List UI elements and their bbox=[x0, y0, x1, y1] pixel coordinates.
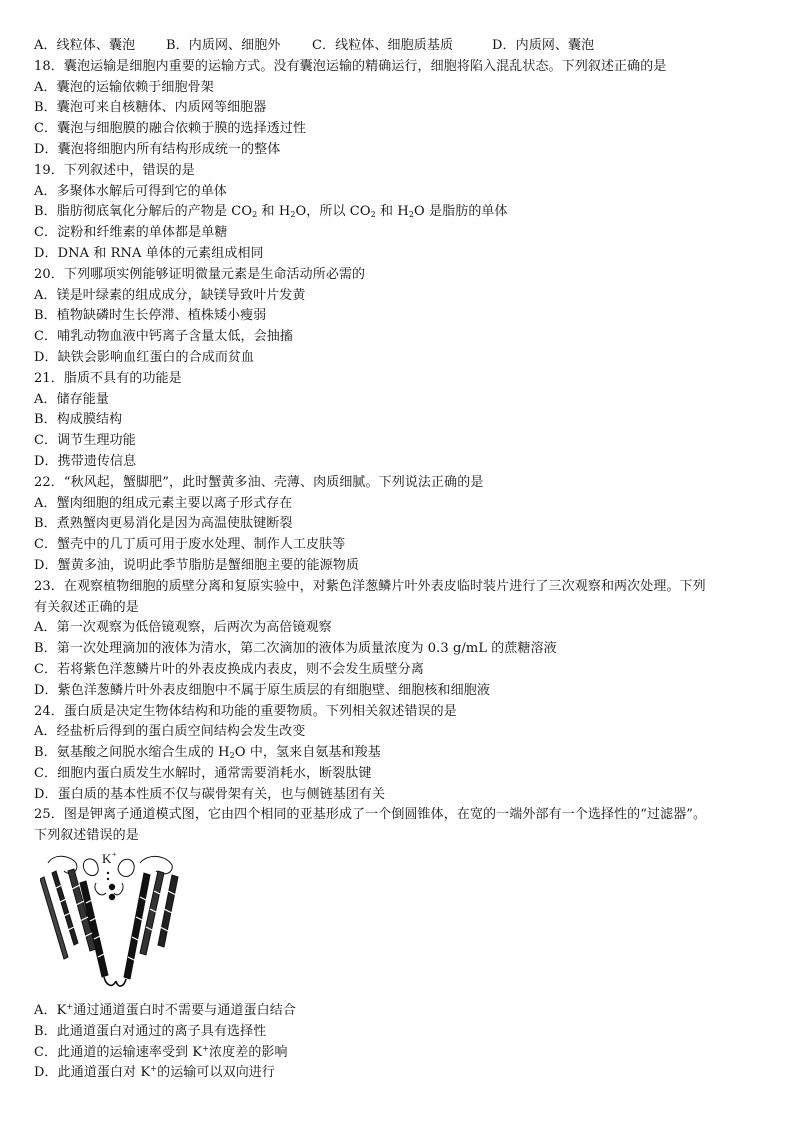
exam-page bbox=[34, 36, 774, 1084]
q20-stem: 20．下列哪项实例能够证明微量元素是生命活动所必需的 bbox=[34, 266, 366, 282]
q25a-text-2: 通过通道蛋白时不需要与通道蛋白结合 bbox=[73, 1003, 296, 1019]
q22-option-a: A．蟹肉细胞的组成元素主要以离子形式存在 bbox=[34, 495, 293, 511]
q19-option-d: D．DNA 和 RNA 单体的元素组成相同 bbox=[34, 245, 264, 261]
q17-option-a: A．线粒体、囊泡 bbox=[34, 38, 136, 53]
q23-option-a: A．第一次观察为低倍镜观察，后两次为高倍镜观察 bbox=[34, 620, 332, 636]
helices-right bbox=[124, 871, 178, 979]
q24-stem: 24．蛋白质是决定生物体结构和功能的重要物质。下列相关叙述错误的是 bbox=[34, 703, 457, 719]
q24-option-c: C．细胞内蛋白质发生水解时，通常需要消耗水，断裂肽键 bbox=[34, 765, 372, 781]
q17-option-d: D．内质网、囊泡 bbox=[492, 38, 595, 53]
q24b-text-1: B．氨基酸之间脱水缩合生成的 H bbox=[34, 745, 230, 761]
q24b-sub: 2 bbox=[229, 751, 235, 761]
q19b-sub-1: 2 bbox=[252, 210, 258, 220]
q19b-text-3: O，所以 CO bbox=[295, 204, 371, 220]
q25a-sup: + bbox=[66, 1002, 74, 1012]
q19-option-a: A．多聚体水解后可得到它的单体 bbox=[34, 183, 227, 199]
helices-left bbox=[40, 869, 108, 977]
q19b-text-2: 和 H bbox=[257, 204, 291, 220]
q25c-text-2: 浓度差的影响 bbox=[209, 1044, 288, 1060]
q17-option-b: B．内质网、细胞外 bbox=[166, 38, 281, 53]
q22-stem: 22．“秋风起，蟹脚肥”，此时蟹黄多油、壳薄、肉质细腻。下列说法正确的是 bbox=[34, 474, 484, 490]
q25d-sup: + bbox=[150, 1064, 158, 1074]
q25-stem-line-2: 下列叙述错误的是 bbox=[34, 828, 139, 844]
q21-option-b: B．构成膜结构 bbox=[34, 412, 123, 428]
q25-option-b: B．此通道蛋白对通过的离子具有选择性 bbox=[34, 1023, 267, 1039]
q22-option-d: D．蟹黄多油，说明此季节脂肪是蟹细胞主要的能源物质 bbox=[34, 557, 359, 573]
q21-option-d: D．携带遗传信息 bbox=[34, 453, 137, 469]
q18-option-b: B．囊泡可来自核糖体、内质网等细胞器 bbox=[34, 100, 267, 116]
q17-options bbox=[34, 36, 774, 57]
helix-tails bbox=[104, 977, 126, 986]
q24-option-d: D．蛋白质的基本性质不仅与碳骨架有关，也与侧链基团有关 bbox=[34, 786, 386, 802]
q20-option-c: C．哺乳动物血液中钙离子含量太低，会抽搐 bbox=[34, 329, 293, 345]
q24-option-a: A．经盐析后得到的蛋白质空间结构会发生改变 bbox=[34, 724, 306, 740]
potassium-channel-diagram bbox=[40, 849, 190, 995]
q20-option-b: B．植物缺磷时生长停滞、植株矮小瘦弱 bbox=[34, 308, 267, 324]
q20-option-a: A．镁是叶绿素的组成成分，缺镁导致叶片发黄 bbox=[34, 287, 306, 303]
q19b-sub-3: 2 bbox=[370, 210, 376, 220]
q20-option-d: D．缺铁会影响血红蛋白的合成而贫血 bbox=[34, 349, 255, 365]
q25-option-d bbox=[34, 1063, 774, 1084]
q22-option-b: B．煮熟蟹肉更易消化是因为高温使肽键断裂 bbox=[34, 516, 293, 532]
q24-option-b bbox=[34, 743, 774, 764]
q23-option-c: C．若将紫色洋葱鳞片叶的外表皮换成内表皮，则不会发生质壁分离 bbox=[34, 661, 424, 677]
q19-option-b bbox=[34, 202, 774, 223]
potassium-channel-figure bbox=[34, 849, 774, 997]
q25a-text-1: A．K bbox=[34, 1003, 67, 1019]
q19b-sub-4: 2 bbox=[408, 210, 415, 220]
q25d-text-1: D．此通道蛋白对 K bbox=[34, 1065, 151, 1081]
q21-stem: 21．脂质不具有的功能是 bbox=[34, 370, 182, 386]
q23-option-b: B．第一次处理滴加的液体为清水，第二次滴加的液体为质量浓度为 0.3 g/mL 的蔗糖溶液 bbox=[34, 641, 557, 657]
q23-stem-line-1: 23．在观察植物细胞的质壁分离和复原实验中，对紫色洋葱鳞片叶外表皮临时装片进行了三次观察和两次处理。下列 bbox=[34, 578, 706, 594]
q18-option-a: A．囊泡的运输依赖于细胞骨架 bbox=[34, 79, 214, 95]
q23-option-d: D．紫色洋葱鳞片叶外表皮细胞中不属于原生质层的有细胞壁、细胞核和细胞液 bbox=[34, 682, 490, 698]
q25-option-a bbox=[34, 1001, 774, 1022]
q19-option-c: C．淀粉和纤维素的单体都是单糖 bbox=[34, 225, 228, 241]
q25d-text-2: 的运输可以双向进行 bbox=[157, 1065, 275, 1081]
q22-option-c: C．蟹壳中的几丁质可用于废水处理、制作人工皮肤等 bbox=[34, 537, 346, 553]
q18-option-d: D．囊泡将细胞内所有结构形成统一的整体 bbox=[34, 141, 281, 157]
q25-option-c bbox=[34, 1043, 774, 1064]
q23-stem-line-2: 有关叙述正确的是 bbox=[34, 599, 139, 615]
k-ion-label-sup: + bbox=[112, 850, 117, 860]
q19b-text-5: O 是脂肪的单体 bbox=[414, 204, 508, 220]
q25c-text-1: C．此通道的运输速率受到 K bbox=[34, 1044, 203, 1060]
q25-stem-line-1: 25．图是钾离子通道模式图，它由四个相同的亚基形成了一个倒圆锥体，在宽的一端外部有一个选择性的“过滤器”。 bbox=[34, 807, 707, 823]
q19b-text-1: B．脂肪彻底氧化分解后的产物是 CO bbox=[34, 204, 253, 220]
q19b-text-4: 和 H bbox=[375, 204, 409, 220]
q17-option-c: C．线粒体、细胞质基质 bbox=[312, 38, 454, 53]
q19b-sub-2: 2 bbox=[290, 210, 296, 220]
q24b-text-2: O 中，氢来自氨基和羧基 bbox=[234, 745, 381, 761]
q18-stem: 18．囊泡运输是细胞内重要的运输方式。没有囊泡运输的精确运行，细胞将陷入混乱状态。下列叙述正确的是 bbox=[34, 58, 667, 74]
q21-option-a: A．储存能量 bbox=[34, 391, 109, 407]
k-ion-label: K bbox=[102, 851, 112, 867]
q21-option-c: C．调节生理功能 bbox=[34, 433, 136, 449]
q25c-sup: + bbox=[202, 1043, 210, 1053]
q18-option-c: C．囊泡与细胞膜的融合依赖于膜的选择透过性 bbox=[34, 121, 307, 137]
q19-stem: 19．下列叙述中，错误的是 bbox=[34, 162, 195, 178]
ion-dots bbox=[107, 872, 115, 900]
